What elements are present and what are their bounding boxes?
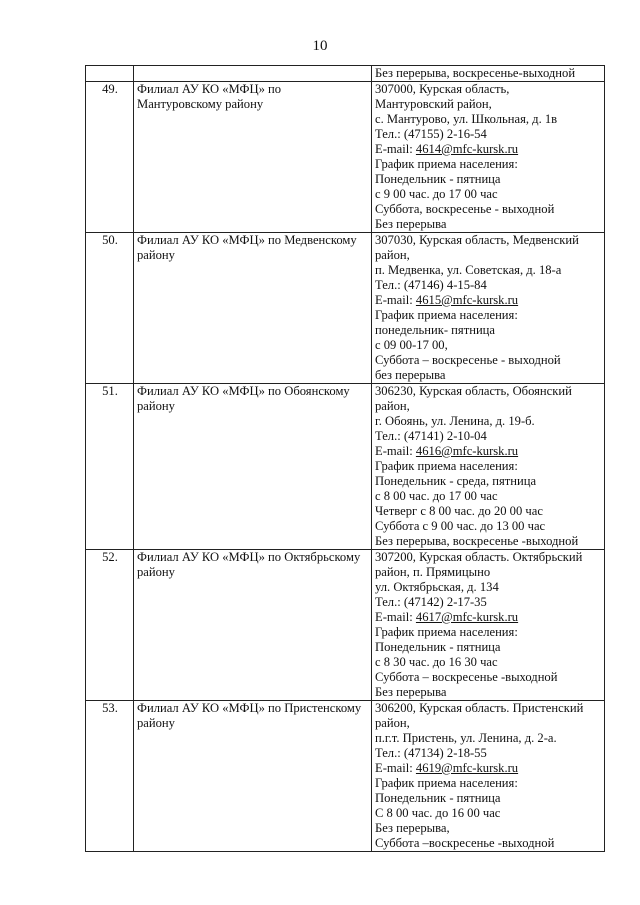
schedule-line: Понедельник - пятница [375, 791, 501, 805]
schedule-line: График приема населения: [375, 308, 518, 322]
email-line [375, 444, 602, 459]
schedule-line: с 8 00 час. до 17 00 час [375, 489, 498, 503]
address-line: район, п. Прямицыно [375, 565, 491, 579]
address-line: Тел.: (47134) 2-18-55 [375, 746, 487, 760]
email-link[interactable]: 4616@mfc-kursk.ru [415, 444, 519, 458]
email-label: E-mail: [375, 761, 416, 775]
schedule-line: Понедельник - пятница [375, 172, 501, 186]
schedule-line: понедельник- пятница [375, 323, 496, 337]
continuation-text: Без перерыва, воскресенье-выходной [375, 66, 576, 80]
schedule-line: Понедельник - среда, пятница [375, 474, 537, 488]
table-row-continuation [86, 66, 605, 82]
schedule-line: График приема населения: [375, 776, 518, 790]
branch-contacts [372, 550, 605, 701]
schedule-line: Суббота с 9 00 час. до 13 00 час [375, 519, 546, 533]
schedule-line: Без перерыва, [375, 821, 450, 835]
email-line [375, 142, 602, 157]
row-number: 51. [86, 384, 134, 550]
email-link[interactable]: 4617@mfc-kursk.ru [415, 610, 519, 624]
schedule-line: Суббота, воскресенье - выходной [375, 202, 555, 216]
row-number: 53. [86, 701, 134, 852]
schedule-line: График приема населения: [375, 157, 518, 171]
address-line: 307000, Курская область, [375, 82, 510, 96]
row-number: 49. [86, 82, 134, 233]
address-line: г. Обоянь, ул. Ленина, д. 19-б. [375, 414, 535, 428]
address-line: 306230, Курская область, Обоянский [375, 384, 572, 398]
email-label: E-mail: [375, 293, 416, 307]
schedule-line: с 9 00 час. до 17 00 час [375, 187, 498, 201]
address-line: район, [375, 248, 410, 262]
schedule-line: Без перерыва [375, 685, 447, 699]
table-row [86, 550, 605, 701]
email-link[interactable]: 4614@mfc-kursk.ru [415, 142, 519, 156]
address-line: п. Медвенка, ул. Советская, д. 18-а [375, 263, 562, 277]
branch-name: Филиал АУ КО «МФЦ» по Обоянскому району [134, 384, 372, 550]
address-line: Тел.: (47146) 4-15-84 [375, 278, 487, 292]
cell-continuation [372, 66, 605, 82]
schedule-line: Без перерыва, воскресенье -выходной [375, 534, 579, 548]
address-line: 307030, Курская область, Медвенский [375, 233, 579, 247]
schedule-line: Четверг с 8 00 час. до 20 00 час [375, 504, 543, 518]
schedule-line: Суббота – воскресенье -выходной [375, 670, 558, 684]
schedule-line: С 8 00 час. до 16 00 час [375, 806, 501, 820]
address-line: с. Мантурово, ул. Школьная, д. 1в [375, 112, 558, 126]
branch-contacts [372, 701, 605, 852]
address-line: Тел.: (47141) 2-10-04 [375, 429, 487, 443]
branch-contacts [372, 384, 605, 550]
schedule-line: Суббота – воскресенье - выходной [375, 353, 561, 367]
schedule-line: Понедельник - пятница [375, 640, 501, 654]
table-row [86, 233, 605, 384]
branch-name: Филиал АУ КО «МФЦ» по Мантуровскому району [134, 82, 372, 233]
row-number: 50. [86, 233, 134, 384]
table-row [86, 701, 605, 852]
table-row [86, 82, 605, 233]
email-label: E-mail: [375, 610, 416, 624]
address-line: район, [375, 399, 410, 413]
address-line: Тел.: (47155) 2-16-54 [375, 127, 487, 141]
email-link[interactable]: 4615@mfc-kursk.ru [415, 293, 519, 307]
schedule-line: График приема населения: [375, 459, 518, 473]
address-line: Мантуровский район, [375, 97, 492, 111]
schedule-line: без перерыва [375, 368, 446, 382]
schedule-line: с 8 30 час. до 16 30 час [375, 655, 498, 669]
branch-name: Филиал АУ КО «МФЦ» по Медвенскому району [134, 233, 372, 384]
branch-table [85, 65, 605, 852]
row-number: 52. [86, 550, 134, 701]
email-line [375, 610, 602, 625]
address-line: Тел.: (47142) 2-17-35 [375, 595, 487, 609]
cell-empty-num [86, 66, 134, 82]
branch-contacts [372, 82, 605, 233]
email-line [375, 293, 602, 308]
table-body [86, 82, 605, 852]
page-number: 10 [312, 38, 328, 54]
email-label: E-mail: [375, 444, 416, 458]
email-line [375, 761, 602, 776]
email-label: E-mail: [375, 142, 416, 156]
schedule-line: Без перерыва [375, 217, 447, 231]
branch-name: Филиал АУ КО «МФЦ» по Пристенскому району [134, 701, 372, 852]
address-line: 306200, Курская область. Пристенский [375, 701, 584, 715]
schedule-line: с 09 00-17 00, [375, 338, 448, 352]
address-line: район, [375, 716, 410, 730]
branch-contacts [372, 233, 605, 384]
address-line: ул. Октябрьская, д. 134 [375, 580, 499, 594]
branch-name: Филиал АУ КО «МФЦ» по Октябрьскому району [134, 550, 372, 701]
schedule-line: График приема населения: [375, 625, 518, 639]
cell-empty-name [134, 66, 372, 82]
address-line: 307200, Курская область. Октябрьский [375, 550, 583, 564]
schedule-line: Суббота –воскресенье -выходной [375, 836, 555, 850]
table-row [86, 384, 605, 550]
email-link[interactable]: 4619@mfc-kursk.ru [415, 761, 519, 775]
address-line: п.г.т. Пристень, ул. Ленина, д. 2-а. [375, 731, 557, 745]
